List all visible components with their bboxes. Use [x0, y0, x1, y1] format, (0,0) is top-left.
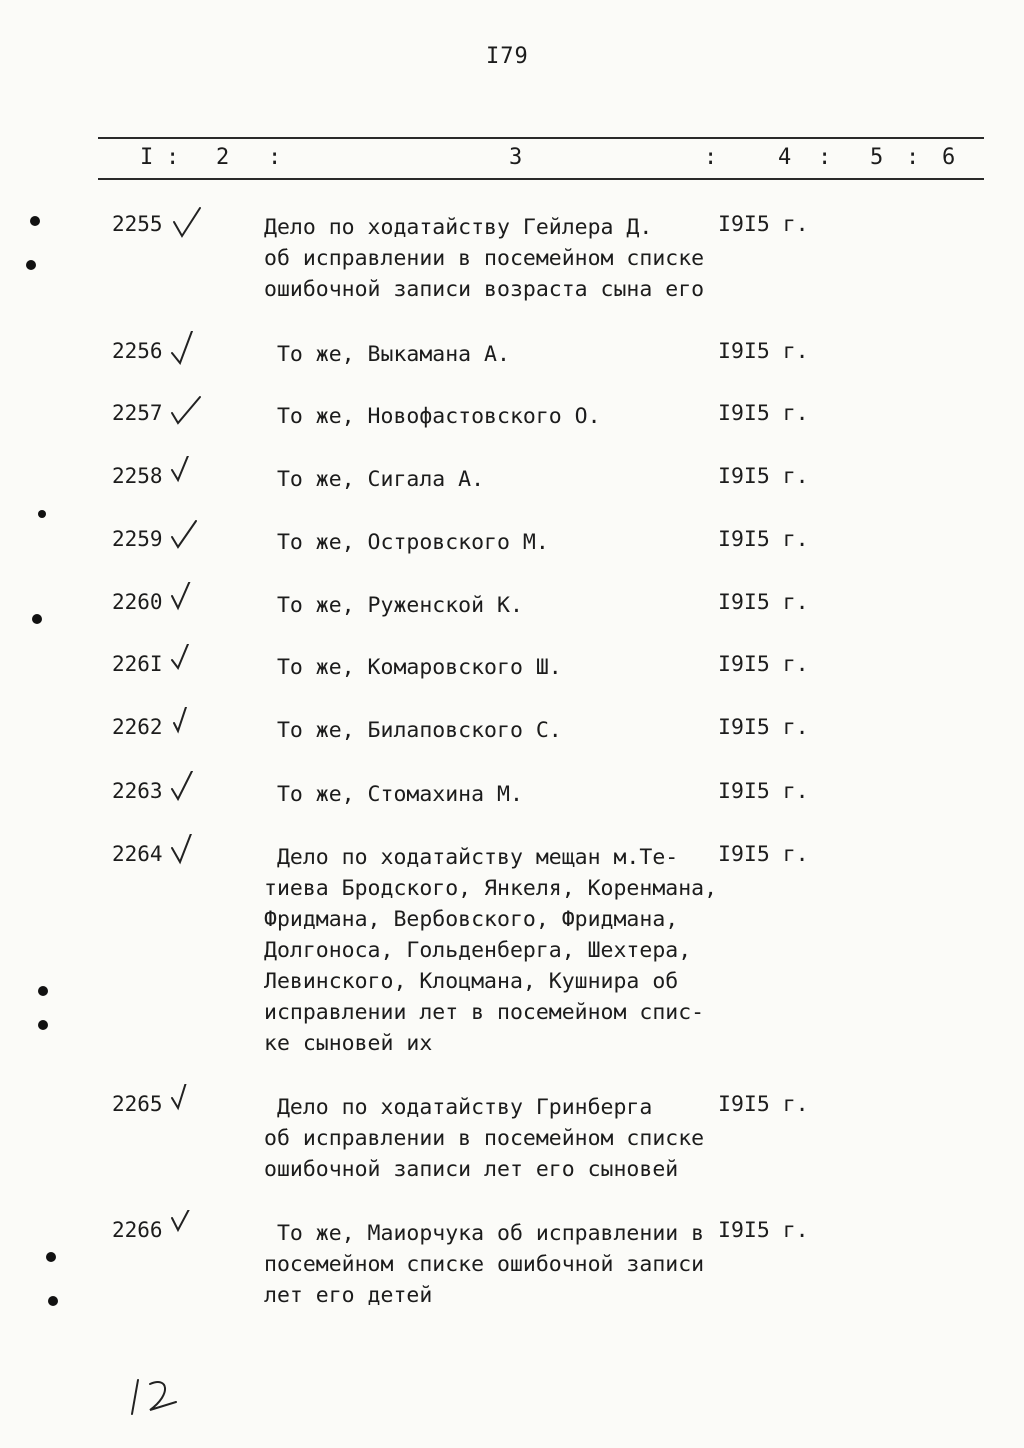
entry-year: I9I5 г.	[718, 652, 809, 677]
entry-description: То же, Выкамана А.	[264, 342, 510, 367]
header-sep-3: :	[704, 145, 718, 170]
checkmark-icon	[170, 707, 210, 747]
header-col-3: 3	[509, 145, 523, 170]
entry-year: I9I5 г.	[718, 1218, 809, 1243]
entry-year: I9I5 г.	[718, 1092, 809, 1117]
checkmark-icon	[170, 393, 210, 433]
header-col-5: 5	[870, 145, 884, 170]
entry-number: 2266	[112, 1218, 163, 1242]
binding-hole	[32, 614, 42, 624]
header-col-1: I	[140, 145, 154, 170]
entry-number: 2262	[112, 715, 163, 739]
checkmark-icon	[170, 519, 210, 559]
page-number: I79	[486, 44, 529, 69]
header-col-6: 6	[942, 145, 956, 170]
header-sep-5: :	[906, 145, 920, 170]
header-bottom-rule	[98, 178, 984, 180]
entry-year: I9I5 г.	[718, 339, 809, 364]
entry-description: Дело по ходатайству Гринберга об исправлении в посемейном списке ошибочной записи лет его сыновей	[264, 1095, 705, 1182]
binding-hole	[38, 1020, 48, 1030]
entry-number: 2263	[112, 779, 163, 803]
entry-number: 2258	[112, 464, 163, 488]
checkmark-icon	[170, 456, 210, 496]
binding-hole	[48, 1296, 58, 1306]
checkmark-icon	[170, 582, 210, 622]
entry-number: 2260	[112, 590, 163, 614]
header-top-rule	[98, 137, 984, 139]
header-sep-1: :	[166, 145, 180, 170]
entry-number: 2257	[112, 401, 163, 425]
header-sep-4: :	[818, 145, 832, 170]
entry-description: Дело по ходатайству Гейлера Д. об исправлении в посемейном списке ошибочной записи возраста сына его	[264, 215, 705, 302]
checkmark-icon	[170, 834, 210, 874]
entry-description: То же, Маиорчука об исправлении в посемейном списке ошибочной записи лет его детей	[264, 1221, 705, 1308]
header-col-2: 2	[216, 145, 230, 170]
checkmark-icon	[170, 331, 210, 371]
entry-year: I9I5 г.	[718, 212, 809, 237]
entry-description: То же, Комаровского Ш.	[264, 655, 562, 680]
entry-year: I9I5 г.	[718, 527, 809, 552]
binding-hole	[38, 510, 46, 518]
entry-number: 2256	[112, 339, 163, 363]
entry-description: То же, Руженской К.	[264, 593, 523, 618]
handwritten-page-mark	[128, 1370, 188, 1420]
checkmark-icon	[170, 204, 210, 244]
entry-number: 2255	[112, 212, 163, 236]
entry-year: I9I5 г.	[718, 464, 809, 489]
entry-year: I9I5 г.	[718, 401, 809, 426]
binding-hole	[38, 986, 48, 996]
entry-number: 2265	[112, 1092, 163, 1116]
checkmark-icon	[170, 1084, 210, 1124]
entry-description: Дело по ходатайству мещан м.Те- тиева Бродского, Янкеля, Коренмана, Фридмана, Вербовского, Фридмана, Долгоноса, Гольденберга, Шехтера, Левинского, Клоцмана, Кушнира об исправлении лет в посемейном спис- ке сыновей их	[264, 845, 718, 1056]
entry-year: I9I5 г.	[718, 779, 809, 804]
entry-description: То же, Сигала А.	[264, 467, 485, 492]
binding-hole	[26, 260, 36, 270]
entry-description: То же, Новофастовского О.	[264, 404, 601, 429]
header-sep-2: :	[268, 145, 282, 170]
entry-description: То же, Островского М.	[264, 530, 549, 555]
entry-description: То же, Билаповского С.	[264, 718, 562, 743]
checkmark-icon	[170, 1210, 210, 1250]
entry-year: I9I5 г.	[718, 590, 809, 615]
entry-description: То же, Стомахина М.	[264, 782, 523, 807]
entry-number: 2264	[112, 842, 163, 866]
entry-year: I9I5 г.	[718, 842, 809, 867]
checkmark-icon	[170, 644, 210, 684]
binding-hole	[46, 1252, 56, 1262]
checkmark-icon	[170, 771, 210, 811]
binding-hole	[30, 216, 40, 226]
entry-year: I9I5 г.	[718, 715, 809, 740]
header-col-4: 4	[778, 145, 792, 170]
entry-number: 2259	[112, 527, 163, 551]
entry-number: 226I	[112, 652, 163, 676]
